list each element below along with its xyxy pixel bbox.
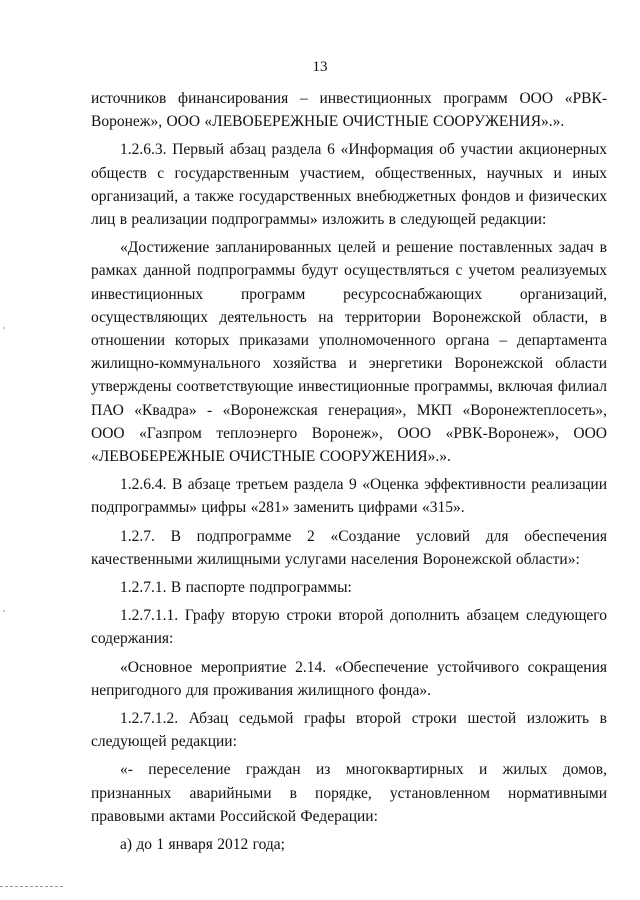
paragraph-continuation: источников финансирования – инвестиционных программ ООО «РВК-Воронеж», ООО «ЛЕВОБЕРЕЖНЫЕ ОЧИСТНЫЕ СООРУЖЕНИЯ».».	[91, 90, 607, 131]
paragraph-1-2-7: 1.2.7. В подпрограмме 2 «Создание условий для обеспечения качественными жилищными услугами населения Воронежской области»:	[91, 527, 607, 568]
paragraph-1-2-7-1-2: 1.2.7.1.2. Абзац седьмой графы второй строки шестой изложить в следующей редакции:	[91, 710, 607, 751]
scan-margin-mark	[3, 610, 5, 612]
paragraph-quoted-section-6: «Достижение запланированных целей и решение поставленных задач в рамках данной подпрограммы будут осуществляться с учетом реализуемых инвестиционных программ ресурсоснабжающих организаций, осуществляющих деятельность на территории Воронежской области, в отношении которых приказами уполномоченного органа – департамента жилищно-коммунального хозяйства и энергетики Воронежской области утверждены соответствующие инвестиционные программы, включая филиал ПАО «Квадра» - «Воронежская генерация», МКП «Воронежтеплосеть», ООО «Газпром теплоэнерго Воронеж», ООО «РВК-Воронеж», ООО «ЛЕВОБЕРЕЖНЫЕ ОЧИСТНЫЕ СООРУЖЕНИЯ».».	[91, 239, 607, 466]
document-body	[91, 87, 607, 856]
paragraph-1-2-6-3: 1.2.6.3. Первый абзац раздела 6 «Информация об участии акционерных обществ с государственным участием, общественных, научных и иных организаций, а также государственных внебюджетных фондов и физических лиц в реализации подпрограммы» изложить в следующей редакции:	[91, 141, 607, 229]
paragraph-1-2-7-1: 1.2.7.1. В паспорте подпрограммы:	[120, 579, 352, 597]
scan-margin-mark	[3, 327, 5, 329]
paragraph-item-a: а) до 1 января 2012 года;	[120, 836, 285, 854]
paragraph-1-2-6-4: 1.2.6.4. В абзаце третьем раздела 9 «Оценка эффективности реализации подпрограммы» цифры «281» заменить цифрами «315».	[91, 476, 607, 517]
page-number: 13	[312, 59, 328, 75]
scan-bottom-rule	[0, 886, 63, 887]
paragraph-quoted-activity-2-14: «Основное мероприятие 2.14. «Обеспечение устойчивого сокращения непригодного для проживания жилищного фонда».	[91, 658, 607, 699]
paragraph-quoted-resettlement: «- переселение граждан из многоквартирных и жилых домов, признанных аварийными в порядке, установленном нормативными правовыми актами Российской Федерации:	[91, 761, 607, 825]
paragraph-1-2-7-1-1: 1.2.7.1.1. Графу вторую строки второй дополнить абзацем следующего содержания:	[91, 607, 607, 648]
